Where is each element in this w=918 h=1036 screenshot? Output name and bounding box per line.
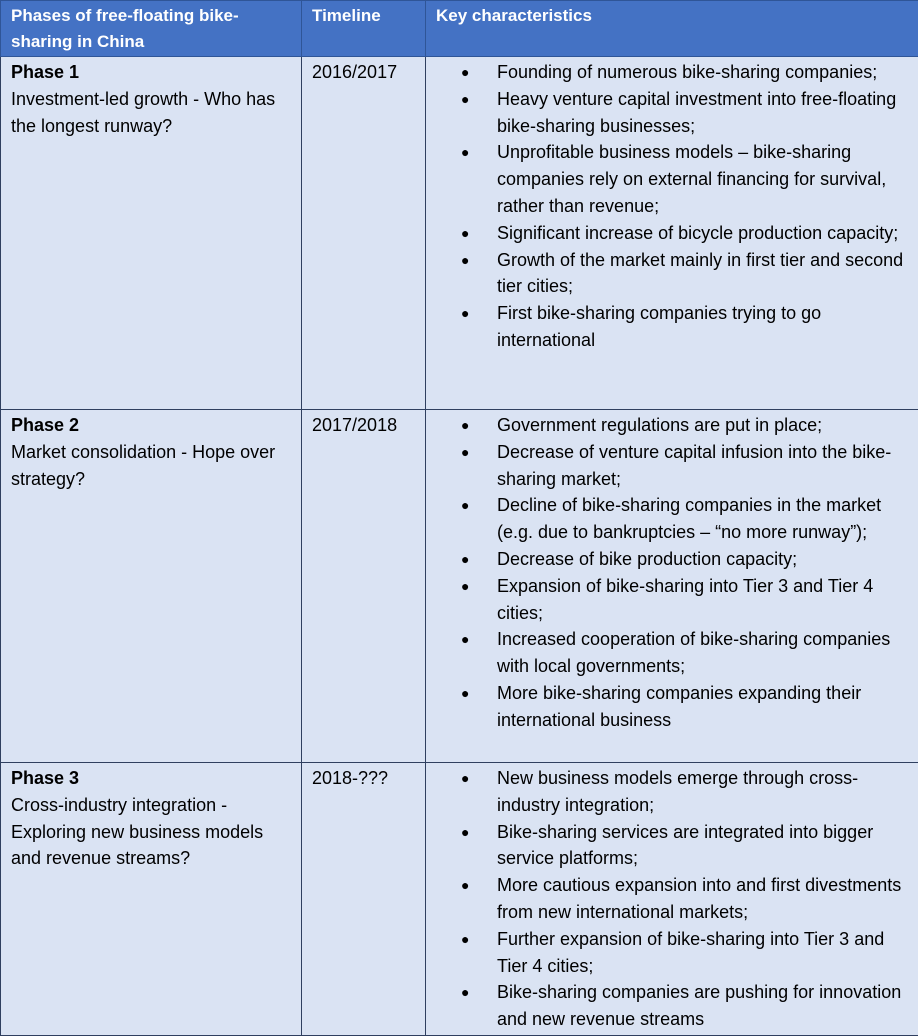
list-item: ● First bike-sharing companies trying to go international [426, 300, 908, 354]
bullet-icon: ● [461, 546, 469, 573]
phase-cell [1, 763, 302, 1036]
list-item: ● Expansion of bike-sharing into Tier 3 and Tier 4 cities; [426, 573, 908, 627]
list-item: ● Significant increase of bicycle production capacity; [426, 220, 908, 247]
phase-title: Phase 2 [11, 412, 291, 439]
bullet-icon: ● [461, 439, 469, 466]
list-item: ● Heavy venture capital investment into free-floating bike-sharing businesses; [426, 86, 908, 140]
timeline-cell: 2018-??? [302, 763, 426, 1036]
list-item: ● Decrease of bike production capacity; [426, 546, 908, 573]
phase-title: Phase 1 [11, 59, 291, 86]
list-item: ● Bike-sharing services are integrated into bigger service platforms; [426, 819, 908, 873]
list-item: ● More cautious expansion into and first divestments from new international markets; [426, 872, 908, 926]
list-item: ● Decrease of venture capital infusion into the bike-sharing market; [426, 439, 908, 493]
timeline-cell: 2016/2017 [302, 57, 426, 410]
characteristics-cell [426, 763, 918, 1036]
list-item: ● New business models emerge through cross-industry integration; [426, 765, 908, 819]
bullet-icon: ● [461, 765, 469, 792]
bullet-icon: ● [461, 139, 469, 166]
header-key-characteristics: Key characteristics [426, 1, 918, 57]
bullet-icon: ● [461, 86, 469, 113]
list-item: ● Decline of bike-sharing companies in the market (e.g. due to bankruptcies – “no more runway”); [426, 492, 908, 546]
bullet-icon: ● [461, 412, 469, 439]
list-item: ● Founding of numerous bike-sharing companies; [426, 59, 908, 86]
bullet-icon: ● [461, 872, 469, 899]
bullet-icon: ● [461, 979, 469, 1006]
list-item: ● Government regulations are put in place; [426, 412, 908, 439]
phase-description: Investment-led growth - Who has the longest runway? [11, 86, 291, 140]
timeline-cell: 2017/2018 [302, 410, 426, 763]
table-row-phase-3 [1, 763, 918, 1036]
header-timeline: Timeline [302, 1, 426, 57]
bullet-icon: ● [461, 573, 469, 600]
header-row [1, 1, 918, 57]
list-item: ● Increased cooperation of bike-sharing companies with local governments; [426, 626, 908, 680]
bullet-icon: ● [461, 220, 469, 247]
list-item: ● Growth of the market mainly in first tier and second tier cities; [426, 247, 908, 301]
characteristics-list [426, 412, 908, 734]
characteristics-cell [426, 410, 918, 763]
bullet-icon: ● [461, 926, 469, 953]
phase-cell [1, 57, 302, 410]
bullet-icon: ● [461, 626, 469, 653]
list-item: ● Bike-sharing companies are pushing for innovation and new revenue streams [426, 979, 908, 1033]
table-row-phase-1 [1, 57, 918, 410]
bullet-icon: ● [461, 247, 469, 274]
bullet-icon: ● [461, 492, 469, 519]
list-item: ● Unprofitable business models – bike-sharing companies rely on external financing for survival, rather than revenue; [426, 139, 908, 219]
list-item: ● More bike-sharing companies expanding their international business [426, 680, 908, 734]
characteristics-cell [426, 57, 918, 410]
phase-description: Cross-industry integration - Exploring new business models and revenue streams? [11, 792, 291, 872]
table-row-phase-2 [1, 410, 918, 763]
list-item: ● Further expansion of bike-sharing into Tier 3 and Tier 4 cities; [426, 926, 908, 980]
phase-title: Phase 3 [11, 765, 291, 792]
header-phases: Phases of free-floating bike-sharing in China [1, 1, 302, 57]
characteristics-list [426, 765, 908, 1033]
bullet-icon: ● [461, 59, 469, 86]
phase-cell [1, 410, 302, 763]
phase-description: Market consolidation - Hope over strategy? [11, 439, 291, 493]
bullet-icon: ● [461, 819, 469, 846]
bullet-icon: ● [461, 680, 469, 707]
bullet-icon: ● [461, 300, 469, 327]
characteristics-list [426, 59, 908, 354]
